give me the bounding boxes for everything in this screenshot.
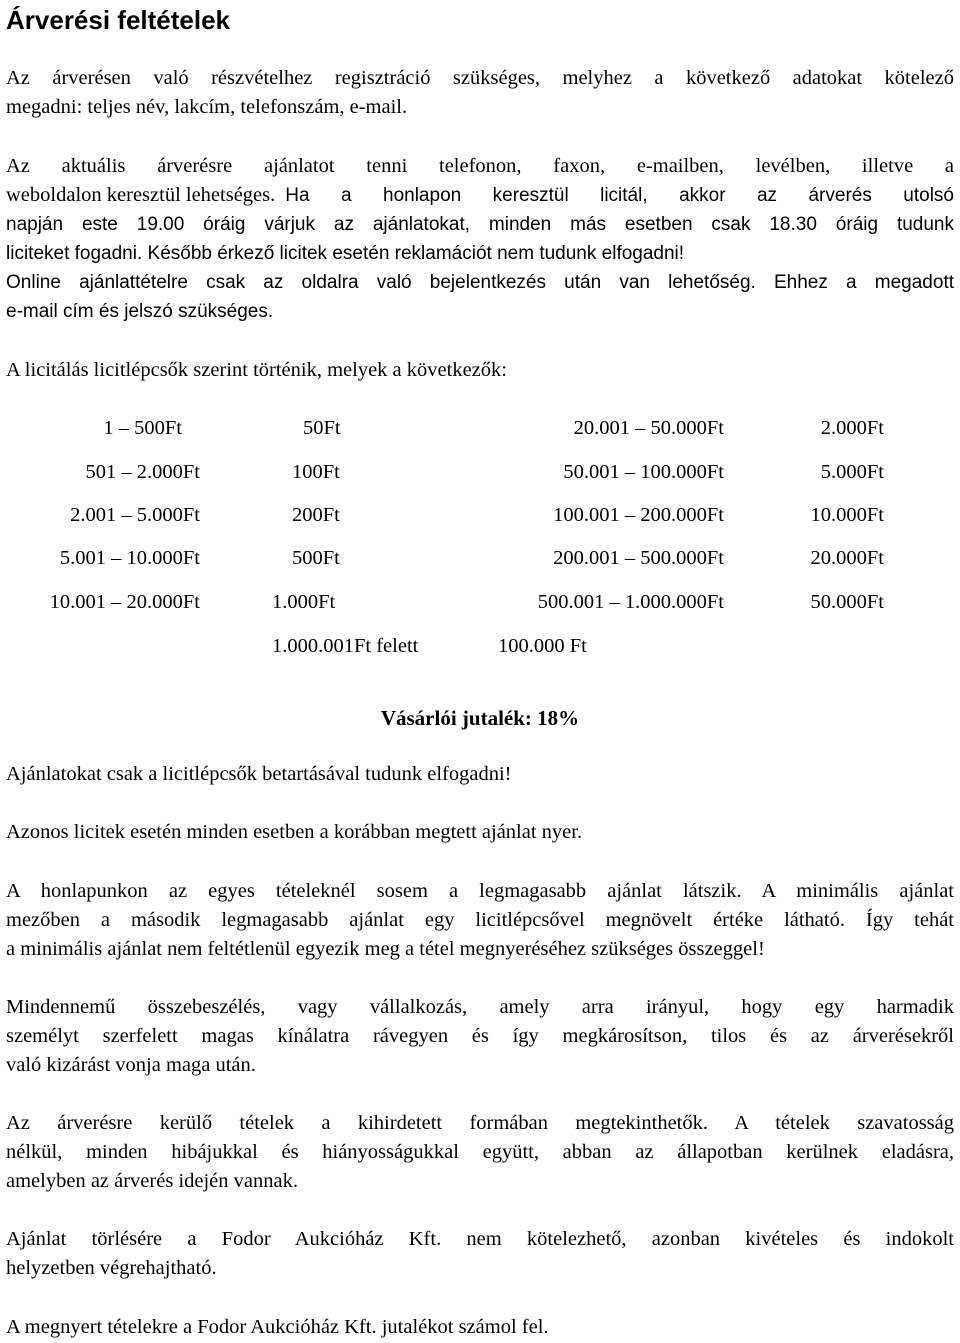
bid-step: 20.000Ft bbox=[810, 547, 884, 569]
offers-line-sans: napján este 19.00 óráig várjuk az ajánlatokat, minden más esetben csak 18.30 óráig tudunk bbox=[6, 214, 954, 235]
page-title: Árverési feltételek bbox=[6, 5, 231, 35]
rule-line: Azonos licitek esetén minden esetben a korábban megtett ajánlat nyer. bbox=[6, 821, 583, 843]
rule-line: Ajánlat törlésére a Fodor Aukcióház Kft. nem kötelezhető, azonban kivételes és indokolt bbox=[6, 1228, 954, 1250]
bid-step: 1.000Ft bbox=[272, 591, 336, 613]
bid-range: 1 – 500Ft bbox=[103, 417, 182, 439]
rule-paragraph bbox=[6, 1225, 954, 1283]
bid-range: 500.001 – 1.000.000Ft bbox=[537, 591, 724, 613]
rule-paragraph bbox=[6, 1313, 954, 1342]
offers-line-sans: liciteket fogadni. Később érkező licitek esetén reklamációt nem tudunk elfogadni! bbox=[6, 243, 685, 264]
rule-paragraph bbox=[6, 993, 954, 1080]
rule-line: A megnyert tételekre a Fodor Aukcióház Kft. jutalékot számol fel. bbox=[6, 1316, 549, 1338]
rule-line: Mindennemű összebeszélés, vagy vállalkozás, amely arra irányul, hogy egy harmadik bbox=[6, 996, 954, 1018]
rule-line: A honlapunkon az egyes tételeknél sosem a legmagasabb ajánlat látszik. A minimális ajánlat bbox=[6, 880, 954, 902]
steps-intro: A licitálás licitlépcsők szerint történik, melyek a következők: bbox=[6, 359, 507, 381]
rule-line: mezőben a második legmagasabb ajánlat egy licitlépcsővel megnövelt értéke látható. Így tehát bbox=[6, 909, 954, 931]
intro-line: megadni: teljes név, lakcím, telefonszám, e-mail. bbox=[6, 96, 408, 118]
rule-paragraph bbox=[6, 818, 954, 847]
rule-paragraph bbox=[6, 760, 954, 789]
intro-paragraph bbox=[6, 64, 954, 122]
offers-line: weboldalon keresztül lehetséges. bbox=[6, 184, 276, 206]
bid-range: 100.001 – 200.000Ft bbox=[553, 504, 724, 526]
rule-line: nélkül, minden hibájukkal és hiányosságukkal együtt, abban az állapotban kerülnek eladásra, bbox=[6, 1141, 954, 1163]
bid-range: 1.000.001Ft felett bbox=[272, 635, 419, 657]
rule-line: helyzetben végrehajtható. bbox=[6, 1257, 217, 1279]
rule-line: a minimális ajánlat nem feltétlenül egyezik meg a tétel megnyeréséhez szükséges összeggel! bbox=[6, 938, 765, 960]
bid-range: 20.001 – 50.000Ft bbox=[573, 417, 724, 439]
offers-line-mixed bbox=[6, 181, 954, 210]
bid-step: 5.000Ft bbox=[820, 461, 884, 483]
offers-paragraph bbox=[6, 152, 954, 326]
bid-step: 50Ft bbox=[303, 417, 341, 439]
bid-step: 10.000Ft bbox=[810, 504, 884, 526]
rule-paragraph bbox=[6, 877, 954, 964]
offers-line: Az aktuális árverésre ajánlatot tenni telefonon, faxon, e-mailben, levélben, illetve a bbox=[6, 155, 954, 177]
offers-line-sans: Ha a honlapon keresztül licitál, akkor az árverés utolsó bbox=[285, 185, 954, 206]
offers-line-sans: Online ajánlattételre csak az oldalra való bejelentkezés után van lehetőség. Ehhez a megadott bbox=[6, 272, 954, 293]
bid-range: 200.001 – 500.000Ft bbox=[553, 547, 724, 569]
buyer-commission: Vásárlói jutalék: 18% bbox=[380, 706, 580, 730]
bid-step: 2.000Ft bbox=[820, 417, 884, 439]
rule-paragraph bbox=[6, 1109, 954, 1196]
rule-line: személyt szerfelett magas kínálatra rávegyen és így megkárosítson, tilos és az árverésekről bbox=[6, 1025, 954, 1047]
bid-range: 501 – 2.000Ft bbox=[85, 461, 200, 483]
bid-range: 2.001 – 5.000Ft bbox=[70, 504, 200, 526]
rule-line: Ajánlatokat csak a licitlépcsők betartásával tudunk elfogadni! bbox=[6, 763, 512, 785]
bid-range: 5.001 – 10.000Ft bbox=[59, 547, 200, 569]
offers-line-sans: e-mail cím és jelszó szükséges. bbox=[6, 301, 274, 322]
bid-step: 200Ft bbox=[292, 504, 340, 526]
rule-line: való kizárást vonja maga után. bbox=[6, 1054, 256, 1076]
rule-line: amelyben az árverés idején vannak. bbox=[6, 1170, 298, 1192]
rule-line: Az árverésre kerülő tételek a kihirdetett formában megtekinthetők. A tételek szavatosság bbox=[6, 1112, 954, 1134]
bid-step: 100Ft bbox=[292, 461, 340, 483]
bid-range: 50.001 – 100.000Ft bbox=[563, 461, 724, 483]
bid-range: 10.001 – 20.000Ft bbox=[49, 591, 200, 613]
intro-line: Az árverésen való részvételhez regisztráció szükséges, melyhez a következő adatokat kötelező bbox=[6, 67, 954, 89]
bid-step: 50.000Ft bbox=[810, 591, 884, 613]
bid-step: 500Ft bbox=[292, 547, 340, 569]
bid-step: 100.000 Ft bbox=[498, 635, 587, 657]
